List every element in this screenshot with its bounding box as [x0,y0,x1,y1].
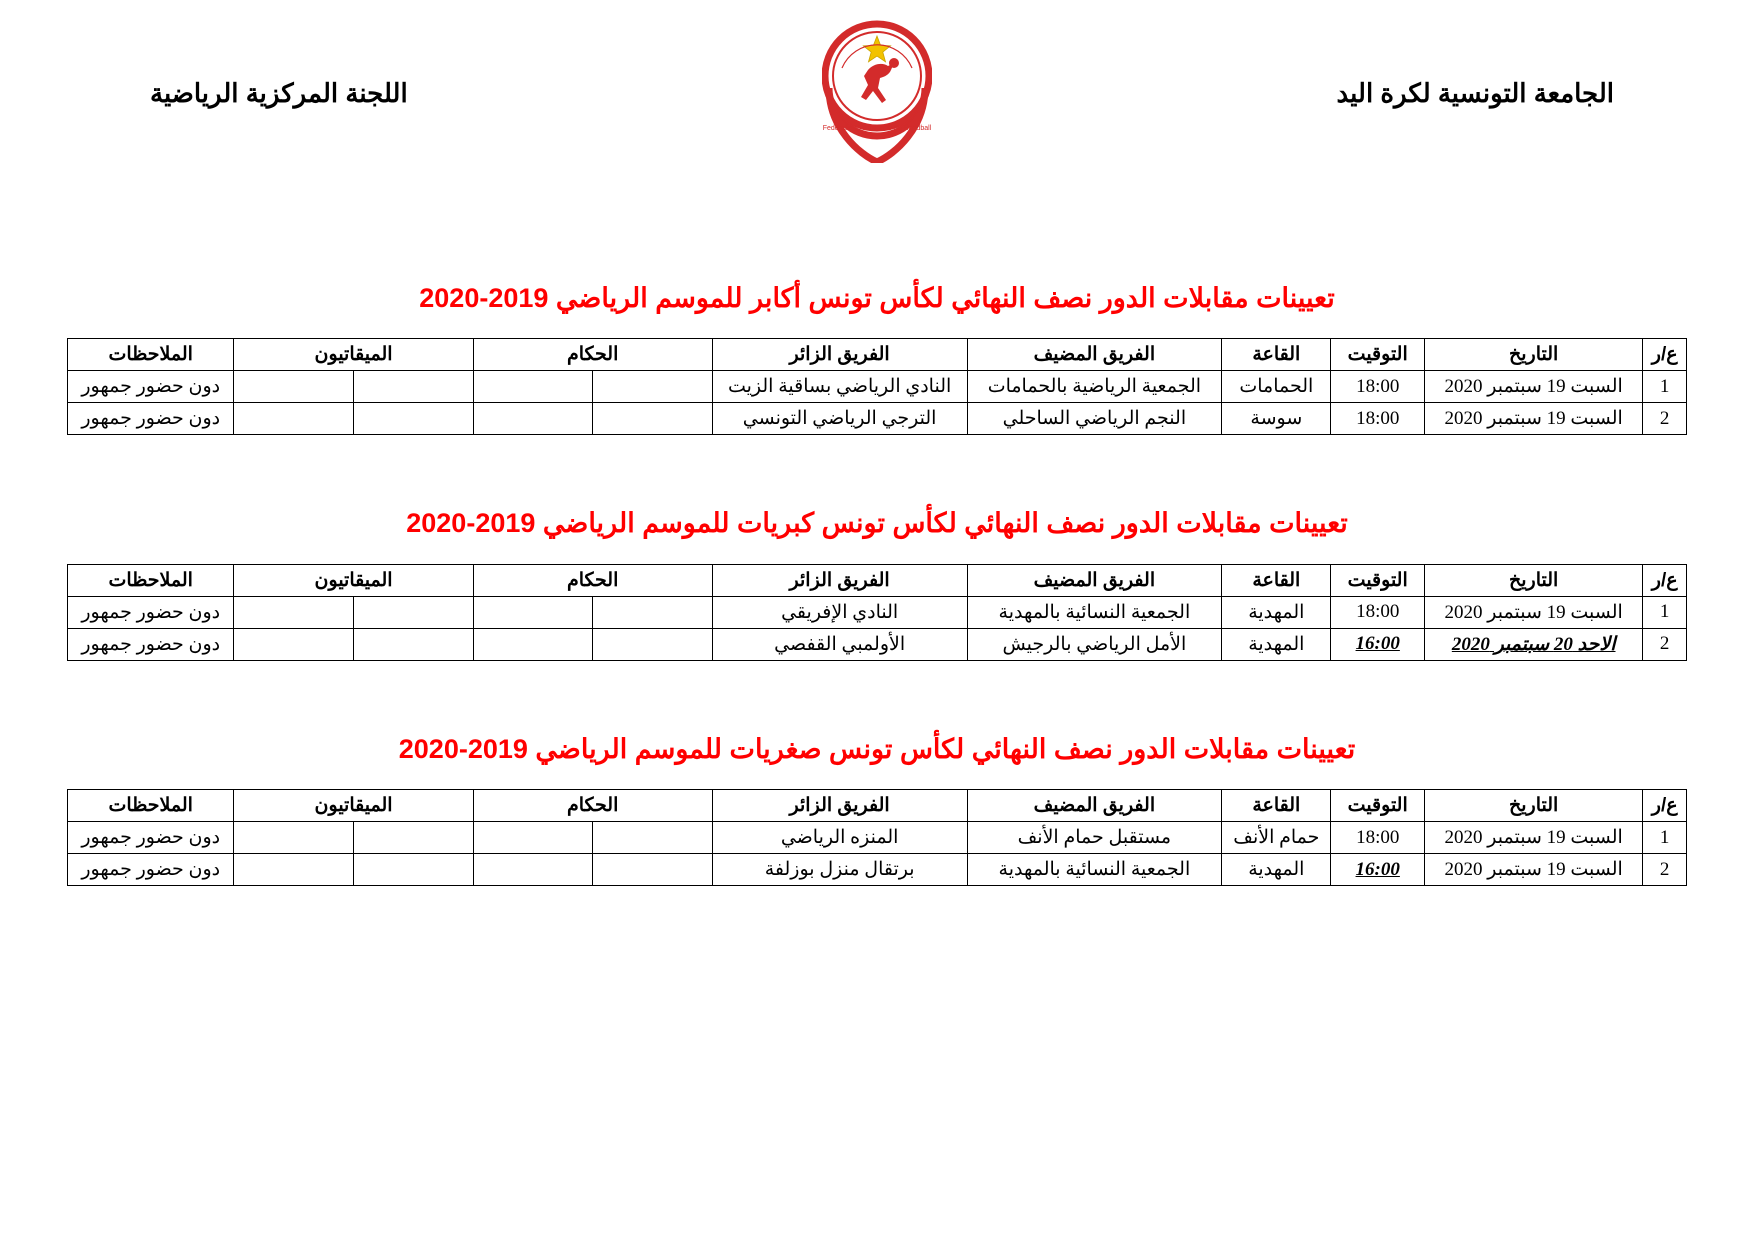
cell-host: النجم الرياضي الساحلي [967,403,1222,435]
cell-notes: دون حضور جمهور [68,403,234,435]
cell-notes: دون حضور جمهور [68,371,234,403]
cell-num: 2 [1643,628,1687,660]
cell-num: 2 [1643,854,1687,886]
col-header-visitor: الفريق الزائر [712,339,967,371]
cell-time: 16:00 [1331,628,1425,660]
cell-visitor: النادي الإفريقي [712,596,967,628]
cell-referee-a [593,371,713,403]
cell-host: الأمل الرياضي بالرجيش [967,628,1222,660]
cell-time: 16:00 [1331,854,1425,886]
cell-num: 2 [1643,403,1687,435]
federation-title: الجامعة التونسية لكرة اليد [1336,78,1614,108]
col-header-hall: القاعة [1222,339,1331,371]
col-header-date: التاريخ [1425,564,1643,596]
table-row [68,371,1687,403]
cell-referee-a [593,822,713,854]
cell-host: الجمعية النسائية بالمهدية [967,854,1222,886]
cell-visitor: النادي الرياضي بساقية الزيت [712,371,967,403]
cell-date: السبت 19 سبتمبر 2020 [1425,854,1643,886]
cell-timer-a [354,628,474,660]
cell-timer-a [354,854,474,886]
cell-date: السبت 19 سبتمبر 2020 [1425,822,1643,854]
col-header-timers: الميقاتيون [234,790,473,822]
cell-referee-b [473,596,593,628]
document-header [0,0,1754,180]
col-header-visitor: الفريق الزائر [712,790,967,822]
fixtures-table-juniors [67,789,1687,886]
cell-host: الجمعية النسائية بالمهدية [967,596,1222,628]
section-title-juniors: تعيينات مقابلات الدور نصف النهائي لكأس تونس صغريات للموسم الرياضي 2019-2020 [398,733,1356,764]
committee-title: اللجنة المركزية الرياضية [150,78,408,108]
cell-time: 18:00 [1331,596,1425,628]
col-header-timers: الميقاتيون [234,339,473,371]
cell-timer-b [234,596,354,628]
cell-hall: المهدية [1222,854,1331,886]
cell-timer-b [234,371,354,403]
col-header-host: الفريق المضيف [967,339,1222,371]
table-row [68,403,1687,435]
col-header-referees: الحكام [473,790,712,822]
cell-referee-b [473,628,593,660]
col-header-time: التوقيت [1331,564,1425,596]
section-title-women-seniors: تعيينات مقابلات الدور نصف النهائي لكأس تونس كبريات للموسم الرياضي 2019-2020 [406,508,1348,539]
col-header-num: ع/ر [1643,564,1687,596]
cell-timer-a [354,822,474,854]
cell-notes: دون حضور جمهور [68,628,234,660]
col-header-timers: الميقاتيون [234,564,473,596]
cell-hall: المهدية [1222,628,1331,660]
col-header-referees: الحكام [473,564,712,596]
cell-timer-a [354,596,474,628]
cell-hall: حمام الأنف [1222,822,1331,854]
cell-notes: دون حضور جمهور [68,854,234,886]
section-seniors [0,280,1754,435]
cell-referee-b [473,822,593,854]
fixtures-table-seniors-wrap [67,338,1687,435]
cell-num: 1 [1643,371,1687,403]
cell-timer-b [234,854,354,886]
cell-hall: الحمامات [1222,371,1331,403]
col-header-hall: القاعة [1222,564,1331,596]
table-row [68,822,1687,854]
table-header-row [68,564,1687,596]
col-header-date: التاريخ [1425,790,1643,822]
col-header-num: ع/ر [1643,790,1687,822]
cell-timer-b [234,822,354,854]
col-header-host: الفريق المضيف [967,564,1222,596]
cell-referee-a [593,854,713,886]
cell-notes: دون حضور جمهور [68,596,234,628]
cell-date: الاحد 20 سبتمبر 2020 [1425,628,1643,660]
cell-time: 18:00 [1331,371,1425,403]
table-header-row [68,790,1687,822]
cell-visitor: الترجي الرياضي التونسي [712,403,967,435]
cell-referee-a [593,596,713,628]
svg-text:Federation Tunisienne de Handb: Federation Tunisienne de Handball [822,125,932,132]
cell-host: الجمعية الرياضية بالحمامات [967,371,1222,403]
cell-referee-b [473,854,593,886]
section-title-seniors: تعيينات مقابلات الدور نصف النهائي لكأس تونس أكابر للموسم الرياضي 2019-2020 [419,283,1335,313]
col-header-referees: الحكام [473,339,712,371]
col-header-date: التاريخ [1425,339,1643,371]
cell-num: 1 [1643,822,1687,854]
cell-date: السبت 19 سبتمبر 2020 [1425,371,1643,403]
cell-host: مستقبل حمام الأنف [967,822,1222,854]
fixtures-table-women-seniors-wrap [67,564,1687,661]
table-header-row [68,339,1687,371]
cell-time: 18:00 [1331,403,1425,435]
col-header-notes: الملاحظات [68,564,234,596]
cell-hall: المهدية [1222,596,1331,628]
cell-num: 1 [1643,596,1687,628]
cell-timer-a [354,403,474,435]
cell-date: السبت 19 سبتمبر 2020 [1425,403,1643,435]
cell-visitor: الأولمبي القفصي [712,628,967,660]
cell-timer-b [234,628,354,660]
fixtures-table-juniors-wrap [67,789,1687,886]
cell-referee-b [473,403,593,435]
table-row [68,628,1687,660]
fixtures-table-women-seniors [67,564,1687,661]
cell-hall: سوسة [1222,403,1331,435]
cell-referee-a [593,628,713,660]
col-header-visitor: الفريق الزائر [712,564,967,596]
col-header-host: الفريق المضيف [967,790,1222,822]
col-header-notes: الملاحظات [68,339,234,371]
federation-logo-icon [822,18,932,163]
table-row [68,596,1687,628]
cell-timer-b [234,403,354,435]
col-header-num: ع/ر [1643,339,1687,371]
cell-date: السبت 19 سبتمبر 2020 [1425,596,1643,628]
cell-timer-a [354,371,474,403]
col-header-notes: الملاحظات [68,790,234,822]
cell-referee-b [473,371,593,403]
col-header-time: التوقيت [1331,790,1425,822]
cell-visitor: المنزه الرياضي [712,822,967,854]
cell-notes: دون حضور جمهور [68,822,234,854]
fixtures-table-seniors [67,338,1687,435]
cell-time: 18:00 [1331,822,1425,854]
cell-referee-a [593,403,713,435]
cell-visitor: برتقال منزل بوزلفة [712,854,967,886]
table-row [68,854,1687,886]
section-women-seniors [0,505,1754,660]
col-header-hall: القاعة [1222,790,1331,822]
section-juniors [0,731,1754,886]
col-header-time: التوقيت [1331,339,1425,371]
